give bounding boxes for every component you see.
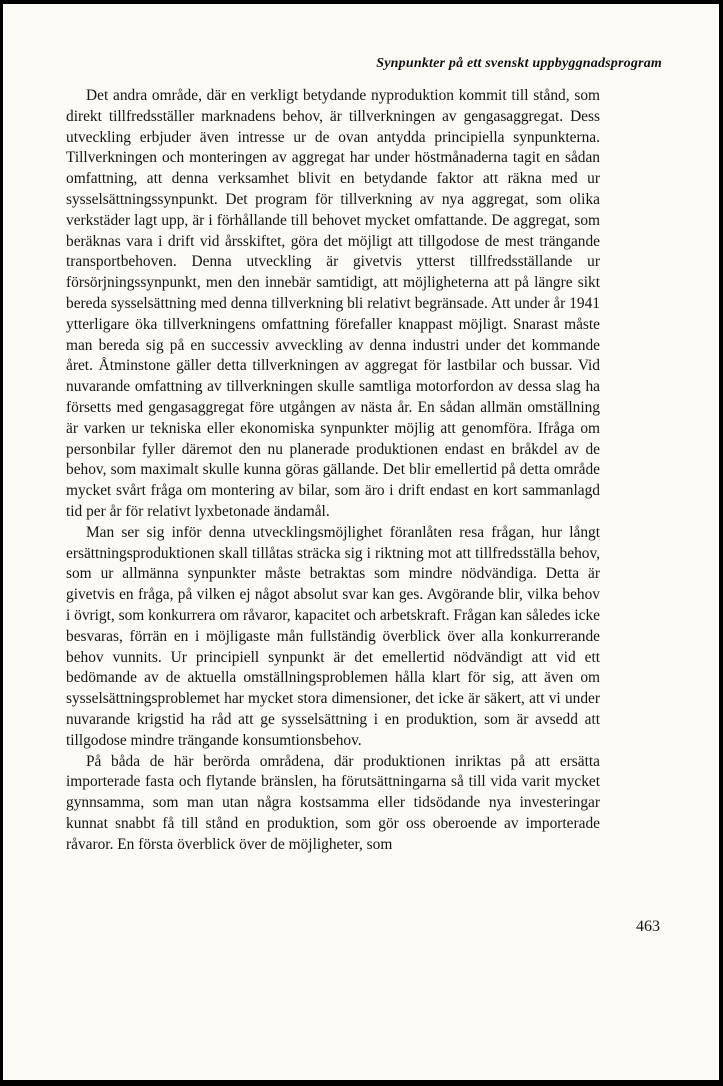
- paragraph: Man ser sig inför denna utvecklingsmöjlighet föranlåten resa frågan, hur långt ersättningsproduktionen skall tillåtas sträcka sig i riktning mot att tillfredsställa behov, som ur allmänna synpunkter måste betraktas som mindre nödvändiga. Detta är givetvis en fråga, på vilken ej något absolut svar kan ges. Avgörande blir, vilka behov i övrigt, som konkurrera om råvaror, kapacitet och arbetskraft. Frågan kan således icke besvaras, förrän en i möjligaste mån fullständig överblick över alla konkurrerande behov vunnits. Ur principiell synpunkt är det emellertid nödvändigt att vid ett bedömande av de aktuella omställningsproblemen hålla klart för sig, att även om sysselsättningsproblemet har mycket stora dimensioner, det icke är säkert, att vi under nuvarande krigstid ha råd att ge sysselsättning i en produktion, som är avsedd att tillgodose mindre trängande konsumtionsbehov.: [66, 523, 601, 749]
- running-header: Synpunkter på ett svenskt uppbyggnadsprogram: [376, 56, 662, 71]
- body-text: [66, 86, 600, 855]
- paragraph: Det andra område, där en verkligt betydande nyproduktion kommit till stånd, som direkt tillfredsställer marknadens behov, är tillverkningen av gengasaggregat. Dess utveckling erbjuder även intresse ur de ovan antydda principiella synpunkterna. Tillverkningen och monteringen av aggregat har under höstmånaderna tagit en sådan omfattning, att denna verksamhet blivit en betydande faktor att räkna med ur sysselsättningssynpunkt. Det program för tillverkning av nya aggregat, som olika verkstäder lagt upp, är i förhållande till behovet mycket omfattande. De aggregat, som beräknas vara i drift vid årsskiftet, göra det möjligt att tillgodose de mest trängande transportbehoven. Denna utveckling är givetvis ytterst tillfredsställande ur försörjningssynpunkt, men den innebär samtidigt, att möjligheterna att på längre sikt bereda sysselsättning med denna tillverkning bli relativt begränsade. Att under år 1941 ytterligare öka tillverkningens omfattning förefaller knappast möjligt. Snarast måste man bereda sig på en successiv avveckling av denna industri under det kommande året. Åtminstone gäller detta tillverkningen av aggregat för lastbilar och bussar. Vid nuvarande omfattning av tillverkningen skulle samtliga motorfordon av dessa slag ha försetts med gengasaggregat före utgången av nästa år. En sådan allmän omställning är varken ur tekniska eller ekonomiska synpunkter möjlig att genomföra. Ifråga om personbilar fyller däremot den nu planerade produktionen endast en bråkdel av de behov, som maximalt skulle kunna göras gällande. Det blir emellertid på detta område mycket svårt fråga om montering av bilar, som äro i drift endast en kort sammanlagd tid per år för relativt lyxbetonade ändamål.: [66, 87, 600, 520]
- document-page: [3, 4, 719, 1080]
- page-number: 463: [636, 918, 660, 935]
- paragraph: På båda de här berörda områdena, där produktionen inriktas på att ersätta importerade fasta och flytande bränslen, ha förutsättningarna så till vida varit mycket gynnsamma, som man utan några kostsamma eller tidsödande nya investeringar kunnat snabbt få till stånd en produktion, som gör oss oberoende av importerade råvaror. En första överblick över de möjligheter, som: [66, 752, 600, 853]
